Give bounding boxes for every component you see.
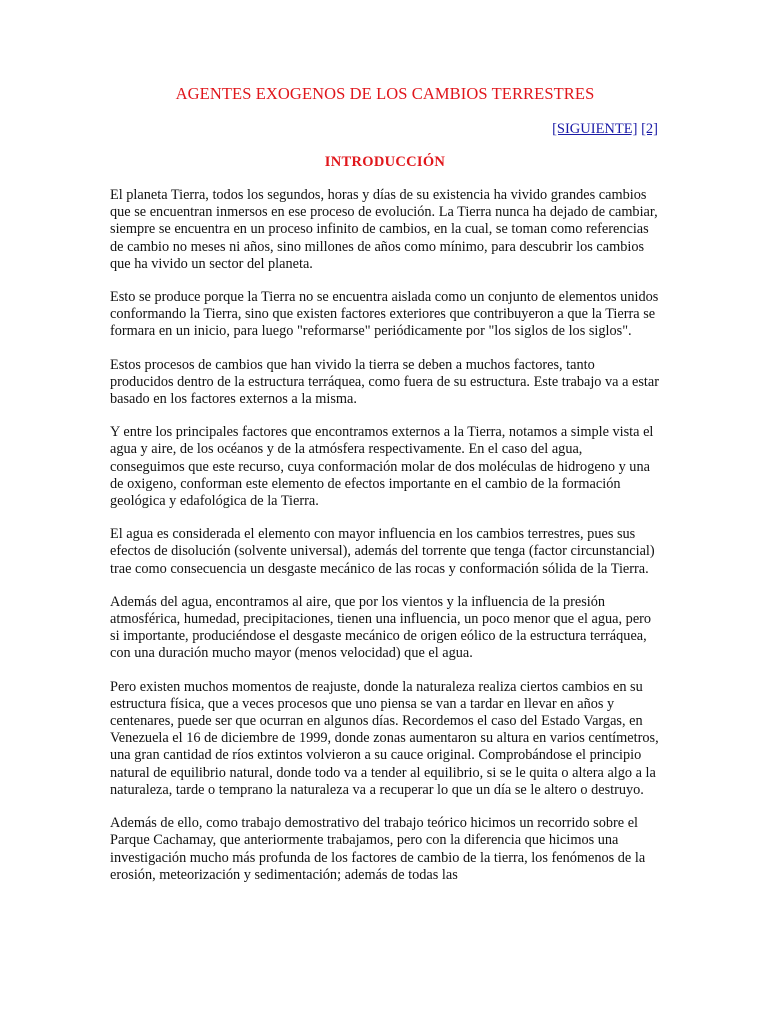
paragraph: Pero existen muchos momentos de reajuste, donde la naturaleza realiza ciertos cambios en su estructura física, que a veces procesos que uno piensa se van a tardar en llevar en años y centenares, puede ser que ocurran en algunos días. Recordemos el caso del Estado Vargas, en Venezuela el 16 de diciembre de 1999, donde zonas aumentaron su altura en varios centímetros, una gran cantidad de ríos extintos volvieron a su cauce original. Comprobándose el principio natural de equilibrio natural, donde todo va a tender al equilibrio, si se le quita o altera algo a la naturaleza, tarde o temprano la naturaleza va a recuperar lo que un día se le altero o destruyo. <box>110 678 659 798</box>
document-title: AGENTES EXOGENOS DE LOS CAMBIOS TERRESTRES <box>175 84 595 103</box>
document-body <box>110 187 660 900</box>
page-number-link[interactable]: [2] <box>641 121 658 137</box>
paragraph: Además del agua, encontramos al aire, que por los vientos y la influencia de la presión atmosférica, humedad, precipitaciones, tienen una influencia, un poco menor que el agua, pero si importante, produciéndose el desgaste mecánico de origen eólico de la estructura terráquea, con una duración mucho mayor (menos velocidad) que el agua. <box>110 593 652 662</box>
paragraph: El planeta Tierra, todos los segundos, horas y días de su existencia ha vivido grandes cambios que se encuentran inmersos en ese proceso de evolución. La Tierra nunca ha dejado de cambiar, siempre se encuentra en un proceso infinito de cambios, en la cual, se toman como referencias de cambio no meses ni años, sino millones de años como mínimo, para descubrir los cambios que ha vivido un sector del planeta. <box>110 187 658 272</box>
paragraph: El agua es considerada el elemento con mayor influencia en los cambios terrestres, pues sus efectos de disolución (solvente universal), además del torrente que tenga (factor circunstancial) trae como consecuencia un desgaste mecánico de las rocas y conformación sólida de la Tierra. <box>110 526 655 577</box>
section-title: INTRODUCCIÓN <box>324 154 446 170</box>
next-page-link[interactable]: [SIGUIENTE] <box>552 121 638 137</box>
paragraph: Esto se produce porque la Tierra no se encuentra aislada como un conjunto de elementos unidos conformando la Tierra, sino que existen factores exteriores que contribuyeron a que la Tierra se formara en un inicio, para luego "reformarse" periódicamente por "los siglos de los siglos". <box>110 289 659 340</box>
paragraph: Y entre los principales factores que encontramos externos a la Tierra, notamos a simple vista el agua y aire, de los océanos y de la atmósfera respectivamente. En el caso del agua, conseguimos que este recurso, cuya conformación molar de dos moléculas de hidrogeno y una de oxigeno, conforman este elemento de efectos importante en el cambio de la formación geológica y edafológica de la Tierra. <box>110 424 654 510</box>
pagination-links <box>110 121 658 138</box>
paragraph: Además de ello, como trabajo demostrativo del trabajo teórico hicimos un recorrido sobre el Parque Cachamay, que anteriormente trabajamos, pero con la diferencia que hicimos una investigación mucho más profunda de los factores de cambio de la tierra, los fenómenos de la erosión, meteorización y sedimentación; además de todas las <box>110 815 646 883</box>
paragraph: Estos procesos de cambios que han vivido la tierra se deben a muchos factores, tanto producidos dentro de la estructura terráquea, como fuera de su estructura. Este trabajo va a estar basado en los factores externos a la misma. <box>110 356 659 408</box>
